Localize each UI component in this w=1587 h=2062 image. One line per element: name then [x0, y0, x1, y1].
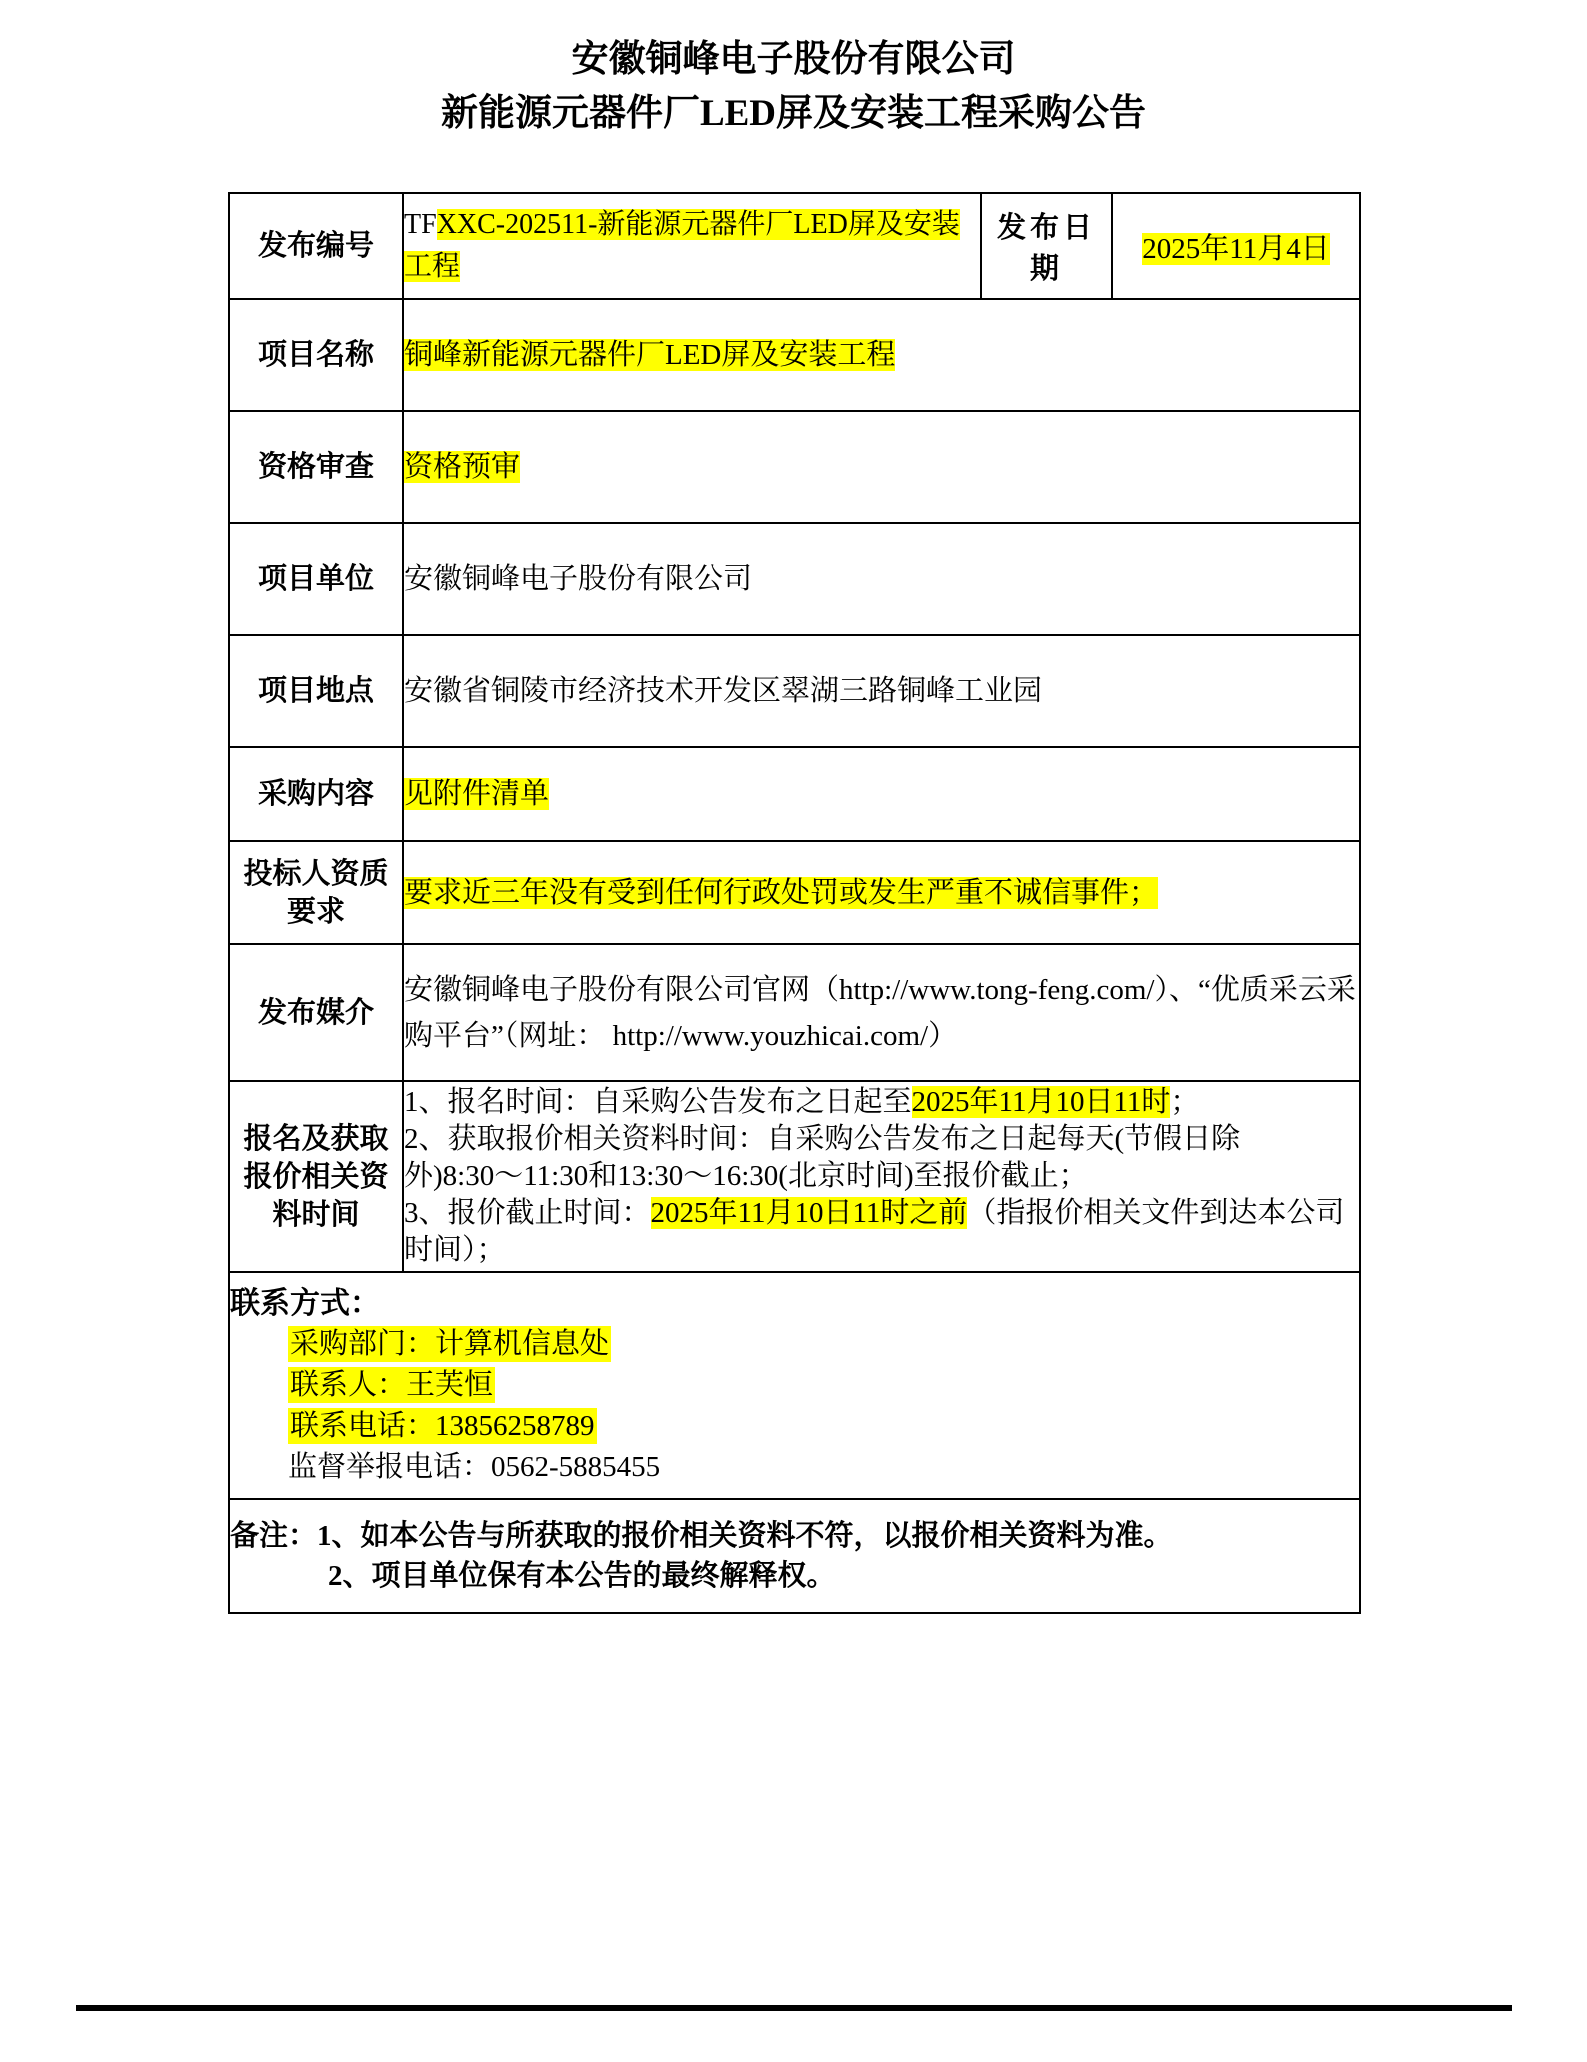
publish-media-value-cell [403, 944, 1360, 1081]
project-unit-value: 安徽铜峰电子股份有限公司 [404, 563, 753, 595]
contact-heading: 联系方式： [230, 1287, 380, 1320]
signup-line-4-highlight: 2025年11月10日11时之前 [650, 1197, 968, 1229]
project-name-label-cell [229, 299, 403, 411]
contact-supervision-phone [288, 1447, 1359, 1488]
qualification-review-label: 资格审查 [257, 451, 374, 483]
signup-line-4-suffix: （指报价相关文件到达本公司 [967, 1197, 1345, 1229]
bidder-qualification-label-cell [229, 841, 403, 944]
remark-item-2: 2、项目单位保有本公告的最终解释权。 [328, 1560, 836, 1592]
table-row-remarks [229, 1499, 1360, 1613]
remark-item-1 [230, 1516, 1359, 1556]
publish-number-label: 发布编号 [257, 230, 374, 262]
procurement-content-value-cell [403, 747, 1360, 841]
publish-date-value: 2025年11月4日 [1142, 232, 1330, 265]
publish-media-value: 安徽铜峰电子股份有限公司官网（http://www.tong-feng.com/）、“优质采云采购平台”（网址： http://www.youzhicai.com/） [404, 973, 1356, 1052]
publish-number-label-cell [229, 193, 403, 299]
table-row-publish-number [229, 193, 1360, 299]
signup-time-value-cell [403, 1081, 1360, 1272]
bidder-qualification-label: 投标人资质要求 [243, 857, 389, 928]
table-row-publish-media [229, 944, 1360, 1081]
qualification-review-label-cell [229, 411, 403, 523]
qualification-review-value: 资格预审 [404, 451, 521, 483]
signup-line-4 [404, 1195, 1359, 1232]
procurement-content-label-cell [229, 747, 403, 841]
publish-number-highlighted: XXC-202511-新能源元器件厂LED屏及安装工程 [404, 209, 960, 282]
project-location-label: 项目地点 [257, 675, 374, 707]
contact-person [288, 1365, 1359, 1406]
procurement-content-label: 采购内容 [257, 778, 374, 810]
signup-line-1-suffix: ； [1170, 1086, 1200, 1118]
document-title-company: 安徽铜峰电子股份有限公司 [571, 39, 1016, 80]
signup-time-label-cell [229, 1081, 403, 1272]
contact-phone-text: 联系电话：13856258789 [290, 1410, 595, 1442]
procurement-content-value: 见附件清单 [404, 778, 550, 810]
table-row-procurement-content [229, 747, 1360, 841]
table-row-project-name [229, 299, 1360, 411]
signup-line-3: 外)8:30～11:30和13:30～16:30(北京时间)至报价截止； [404, 1160, 1088, 1192]
project-location-value-cell [403, 635, 1360, 747]
project-unit-value-cell [403, 523, 1360, 635]
page-footer-divider [76, 2005, 1512, 2011]
publish-date-label-cell [981, 193, 1112, 299]
publish-media-label-cell [229, 944, 403, 1081]
table-row-signup-time [229, 1081, 1360, 1272]
table-row-project-location [229, 635, 1360, 747]
table-row-project-unit [229, 523, 1360, 635]
qualification-review-value-cell [403, 411, 1360, 523]
announcement-table [228, 192, 1361, 1614]
publish-media-label: 发布媒介 [257, 996, 374, 1029]
document-title-announcement: 新能源元器件厂LED屏及安装工程采购公告 [440, 93, 1147, 134]
project-name-label: 项目名称 [257, 339, 374, 371]
project-name-value: 铜峰新能源元器件厂LED屏及安装工程 [404, 339, 896, 371]
remarks-cell [229, 1499, 1360, 1613]
remark-item-1-text: 1、如本公告与所获取的报价相关资料不符，以报价相关资料为准。 [317, 1520, 1173, 1552]
publish-date-label: 发布日期 [996, 212, 1096, 285]
bidder-qualification-value-cell [403, 841, 1360, 944]
project-name-value-cell [403, 299, 1360, 411]
publish-number-value-cell [403, 193, 981, 299]
contact-person-text: 联系人：王芙恒 [290, 1369, 494, 1401]
table-row-bidder-qualification [229, 841, 1360, 944]
contact-department [288, 1324, 1359, 1365]
contact-phone [288, 1406, 1359, 1447]
contact-cell [229, 1272, 1360, 1499]
signup-line-1-prefix: 1、报名时间：自采购公告发布之日起至 [404, 1086, 912, 1118]
table-row-qualification-review [229, 411, 1360, 523]
table-row-contact [229, 1272, 1360, 1499]
signup-line-1-highlight: 2025年11月10日11时 [911, 1086, 1171, 1118]
signup-time-label: 报名及获取报价相关资料时间 [243, 1122, 389, 1231]
project-unit-label-cell [229, 523, 403, 635]
signup-line-4-prefix: 3、报价截止时间： [404, 1197, 651, 1229]
publish-number-plain: TF [404, 209, 437, 240]
contact-department-text: 采购部门：计算机信息处 [290, 1328, 610, 1360]
publish-date-value-cell [1112, 193, 1360, 299]
signup-line-1 [404, 1084, 1359, 1121]
project-location-label-cell [229, 635, 403, 747]
project-unit-label: 项目单位 [257, 563, 374, 595]
remark-prefix: 备注： [230, 1520, 318, 1552]
contact-supervision-phone-text: 监督举报电话：0562-5885455 [288, 1451, 661, 1483]
project-location-value: 安徽省铜陵市经济技术开发区翠湖三路铜峰工业园 [404, 675, 1043, 707]
signup-line-2: 2、获取报价相关资料时间：自采购公告发布之日起每天(节假日除 [404, 1123, 1241, 1155]
bidder-qualification-value: 要求近三年没有受到任何行政处罚或发生严重不诚信事件； [404, 876, 1159, 909]
signup-line-5: 时间）； [404, 1234, 506, 1266]
